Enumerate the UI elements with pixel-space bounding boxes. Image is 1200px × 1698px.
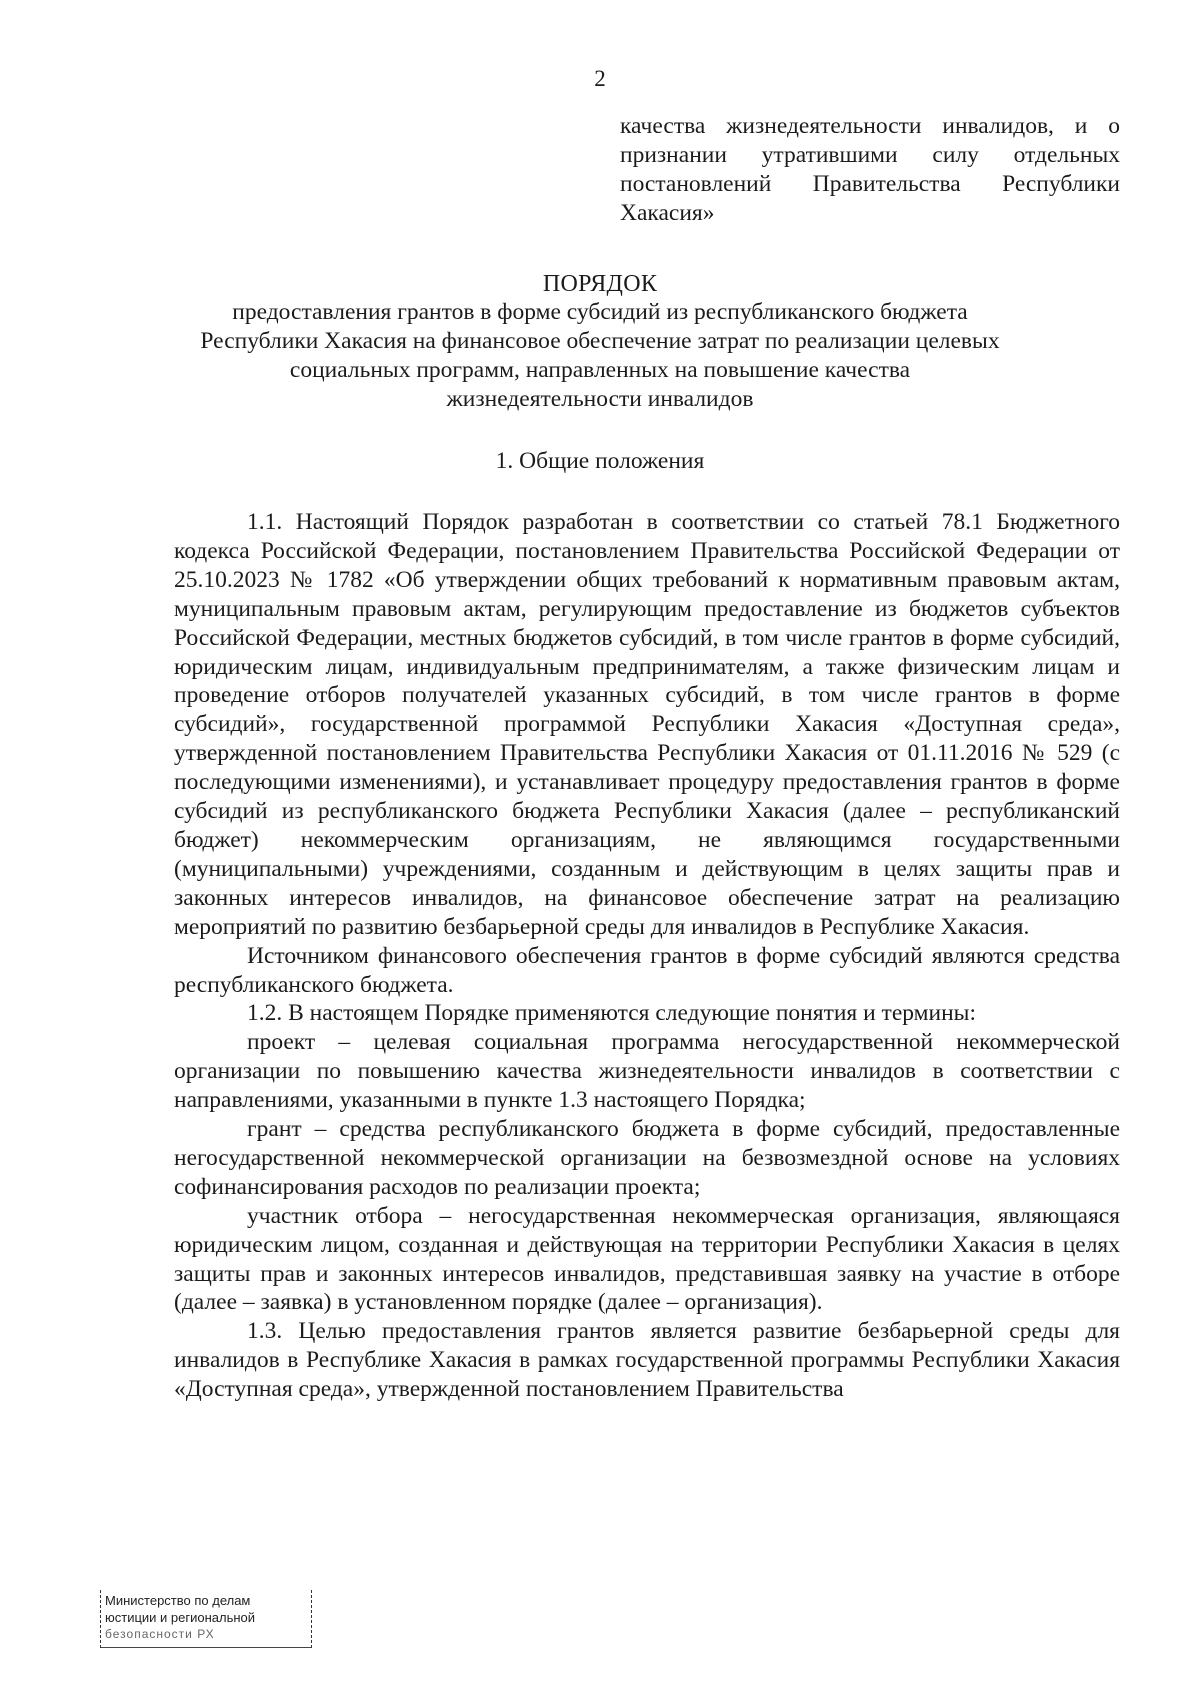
paragraph-1-1: 1.1. Настоящий Порядок разработан в соответствии со статьей 78.1 Бюджетного кодекса Российской Федерации, постановлением Правительства Российской Федерации от 25.10.2023 № 1782 «Об утверждении общих требований к нормативным правовым актам, муниципальным правовым актам, регулирующим предоставление из бюджетов субъектов Российской Федерации, местных бюджетов субсидий, в том числе грантов в форме субсидий, юридическим лицам, индивидуальным предпринимателям, а также физическим лицам и проведение отборов получателей указанных субсидий, в том числе грантов в форме субсидий», государственной программой Республики Хакасия «Доступная среда», утвержденной постановлением Правительства Республики Хакасия от 01.11.2016 № 529 (с последующими изменениями), и устанавливает процедуру предоставления грантов в форме субсидий из республиканского бюджета Республики Хакасия (далее – республиканский бюджет) некоммерческим организациям, не являющимся государственными (муниципальными) учреждениями, созданным и действующим в целях защиты прав и законных интересов инвалидов, на финансовое обеспечение затрат на реализацию мероприятий по развитию безбарьерной среды для инвалидов в Республике Хакасия. [174, 509, 1120, 940]
stamp-line-1: Министерство по делам [105, 1593, 251, 1608]
stamp-line-2: юстиции и региональной [105, 1610, 256, 1625]
page-number: 2 [594, 66, 606, 91]
attachment-note: качества жизнедеятельности инвалидов, и о признании утратившими силу отдельных постановлений Правительства Республики Хакасия» [620, 113, 1120, 226]
paragraph-1-3: 1.3. Целью предоставления грантов является развитие безбарьерной среды для инвалидов в Республике Хакасия в рамках государственной программы Республики Хакасия «Доступная среда», утвержденной постановлением Правительства [174, 1318, 1120, 1403]
paragraph-funding-source: Источником финансового обеспечения грантов в форме субсидий являются средства республиканского бюджета. [174, 942, 1120, 998]
section-heading: 1. Общие положения [495, 448, 705, 474]
document-subtitle: предоставления грантов в форме субсидий из республиканского бюджета Республики Хакасия на финансовое обеспечение затрат по реализации целевых социальных программ, направленных на повышение качества жизнедеятельности инвалидов [200, 299, 1000, 412]
ministry-stamp [100, 1590, 312, 1648]
definition-project: проект – целевая социальная программа негосударственной некоммерческой организации по повышению качества жизнедеятельности инвалидов в соответствии с направлениями, указанными в пункте 1.3 настоящего Порядка; [174, 1029, 1120, 1114]
definition-participant: участник отбора – негосударственная некоммерческая организация, являющаяся юридическим лицом, созданная и действующая на территории Республики Хакасия в целях защиты прав и законных интересов инвалидов, представившая заявку на участие в отборе (далее – заявка) в установленном порядке (далее – организация). [174, 1202, 1120, 1316]
document-title: ПОРЯДОК [542, 271, 658, 297]
stamp-line-3: безопасности РХ [105, 1627, 215, 1641]
paragraph-1-2: 1.2. В настоящем Порядке применяются следующие понятия и термины: [247, 1000, 976, 1027]
section-body [174, 508, 1120, 1404]
definition-grant: грант – средства республиканского бюджета в форме субсидий, предоставленные негосударственной некоммерческой организации на безвозмездной основе на условиях софинансирования расходов по реализации проекта; [174, 1116, 1120, 1200]
